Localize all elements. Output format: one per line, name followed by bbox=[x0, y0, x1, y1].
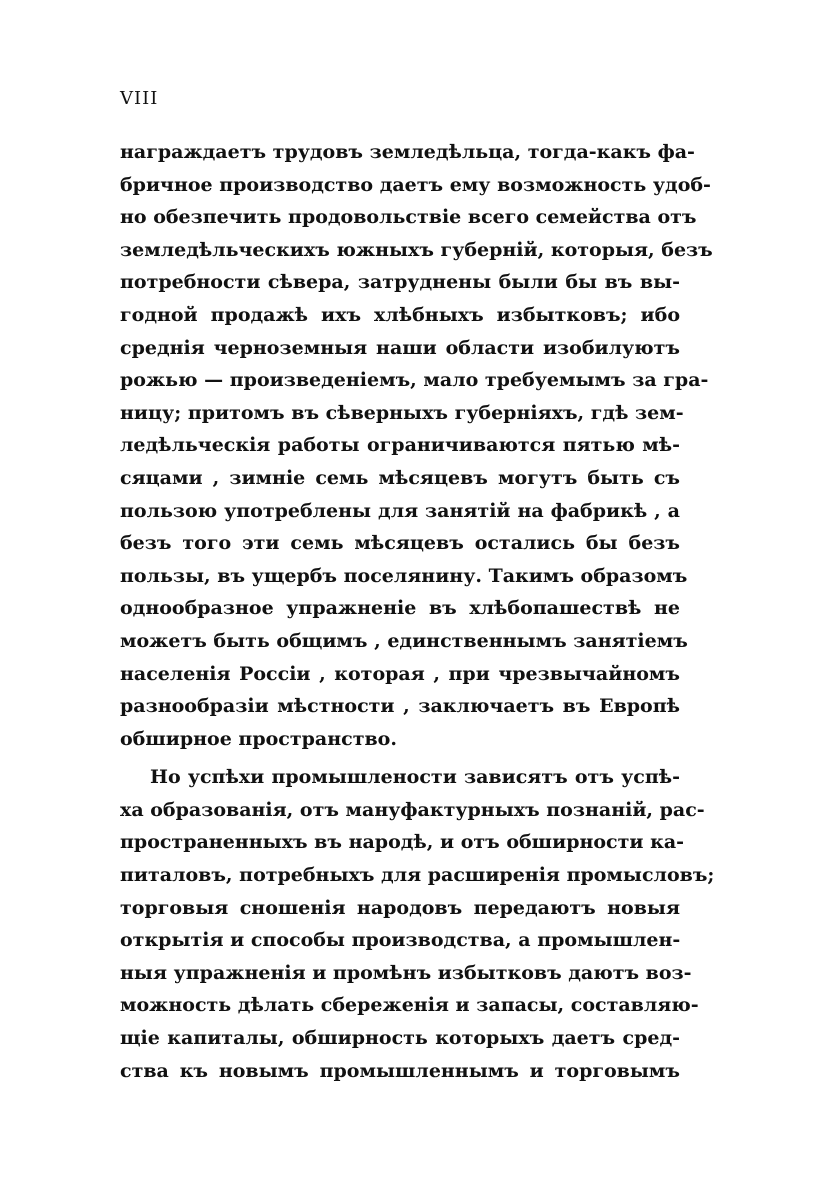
body-text bbox=[120, 136, 715, 1087]
paragraph-1 bbox=[120, 136, 713, 755]
text-line: но обезпечить продовольствіе всего семейства отъ bbox=[120, 206, 697, 229]
text-line: торговыя сношенія народовъ передаютъ новыя bbox=[120, 896, 680, 919]
paragraph-2 bbox=[120, 761, 715, 1087]
text-line: пространенныхъ въ народѣ, и отъ обширности ка- bbox=[120, 831, 685, 854]
page-number: VIII bbox=[120, 88, 159, 109]
text-line: пользы, въ ущербъ поселянину. Такимъ образомъ bbox=[120, 564, 688, 587]
text-line: питаловъ, потребныхъ для расширенія промысловъ; bbox=[120, 864, 715, 887]
text-line: разнообразіи мѣстности , заключаетъ въ Европѣ bbox=[120, 695, 680, 718]
text-line: безъ того эти семь мѣсяцевъ остались бы безъ bbox=[120, 532, 680, 555]
text-line: годной продажѣ ихъ хлѣбныхъ избытковъ; ибо bbox=[120, 303, 680, 326]
text-line: открытія и способы производства, а промышлен- bbox=[120, 929, 681, 952]
text-line: можетъ быть общимъ , единственнымъ занятіемъ bbox=[120, 629, 688, 652]
text-line: ха образованія, отъ мануфактурныхъ познаній, рас- bbox=[120, 798, 705, 821]
text-line: ства къ новымъ промышленнымъ и торговымъ bbox=[120, 1059, 680, 1082]
text-line: можность дѣлать сбереженія и запасы, составляю- bbox=[120, 994, 699, 1017]
text-line: ницу; притомъ въ сѣверныхъ губерніяхъ, гдѣ зем- bbox=[120, 401, 684, 424]
text-line: ныя упражненія и промѣнъ избытковъ даютъ воз- bbox=[120, 961, 692, 984]
text-line: однообразное упражненіе въ хлѣбопашествѣ не bbox=[120, 597, 680, 620]
text-line: щіе капиталы, обширность которыхъ даетъ сред- bbox=[120, 1027, 680, 1050]
text-line: бричное производство даетъ ему возможность удоб- bbox=[120, 173, 711, 196]
text-line: населенія Россіи , которая , при чрезвычайномъ bbox=[120, 662, 680, 685]
text-line: награждаетъ трудовъ земледѣльца, тогда-какъ фа- bbox=[120, 141, 695, 163]
text-line: Но успѣхи промышлености зависятъ отъ успѣ- bbox=[150, 766, 680, 789]
text-line: земледѣльческихъ южныхъ губерній, которыя, безъ bbox=[120, 238, 713, 261]
text-line: сяцами , зимніе семь мѣсяцевъ могутъ быть съ bbox=[120, 466, 680, 489]
text-line: пользою употреблены для занятій на фабрикѣ , а bbox=[120, 499, 680, 522]
text-line: рожью — произведеніемъ, мало требуемымъ за гра- bbox=[120, 369, 709, 392]
text-line: обширное пространство. bbox=[120, 727, 397, 750]
text-line: ледѣльческія работы ограничиваются пятью мѣ- bbox=[120, 434, 680, 457]
text-line: среднія черноземныя наши области изобилуютъ bbox=[120, 336, 680, 359]
text-line: потребности сѣвера, затруднены были бы въ вы- bbox=[120, 271, 680, 294]
